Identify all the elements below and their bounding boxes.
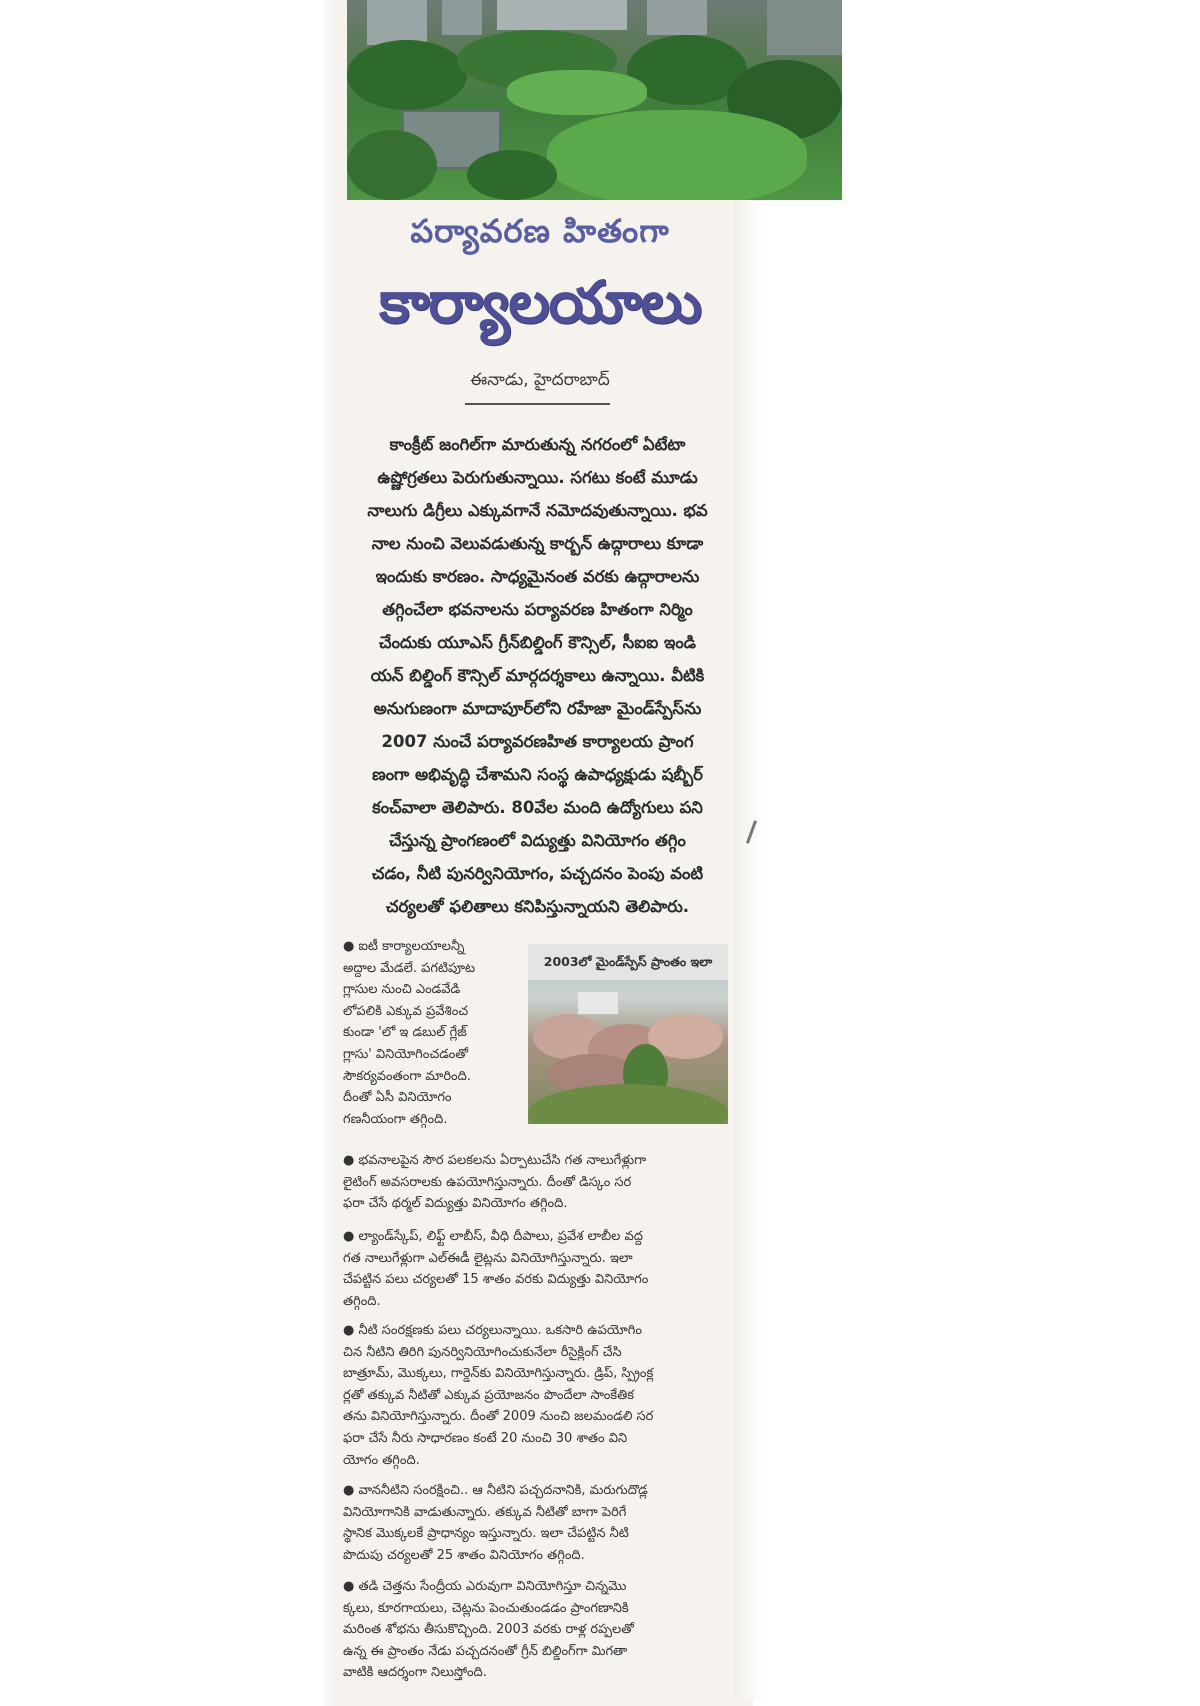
body-line: ● వాననీటిని సంరక్షించి.. ఆ నీటిని పచ్చదనానికి, మరుగుదొడ్ల — [343, 1480, 728, 1502]
body-line: క్కలు, కూరగాయలు, చెట్లను పెంచుతుండడం ప్రాంగణానికి — [343, 1600, 629, 1616]
body-line: వినియోగానికి వాడుతున్నారు. తక్కువ నీటితో బాగా పెరిగే — [343, 1504, 627, 1520]
lead-line: చేందుకు యూఎస్ గ్రీన్‌బిల్డింగ్ కౌన్సిల్, సీఐఐ ఇండి — [379, 633, 696, 652]
lead-line: నాలుగు డిగ్రీలు ఎక్కువగానే నమోదవుతున్నాయి. భవ — [367, 501, 708, 520]
body-line: వాటికి ఆదర్శంగా నిలుస్తోంది. — [343, 1665, 487, 1681]
body-line: ● నీటి సంరక్షణకు పలు చర్యలున్నాయి. ఒకసారి ఉపయోగిం — [343, 1320, 728, 1342]
inset-photo-2003 — [528, 944, 728, 1124]
bullet-paragraph-rainwater — [343, 1480, 728, 1566]
body-line: ఫరా చేసే థర్మల్ విద్యుత్తు వినియోగం తగ్గింది. — [343, 1196, 568, 1212]
body-line: తను వినియోగిస్తున్నారు. దీంతో 2009 నుంచి జలమండలి సర — [343, 1409, 654, 1425]
lead-line: అనుగుణంగా మాదాపూర్‌లోని రహేజా మైండ్‌స్పేస్‌ను — [373, 699, 702, 718]
lead-line: చేస్తున్న ప్రాంగణంలో విద్యుత్తు వినియోగం తగ్గిం — [389, 831, 686, 850]
lead-line: కంచ్‌వాలా తెలిపారు. 80వేల మంది ఉద్యోగులు పని — [372, 798, 703, 817]
body-line: యోగం తగ్గింది. — [343, 1452, 420, 1468]
lead-line: కాంక్రీట్ జంగిల్‌గా మారుతున్న నగరంలో ఏటేటా — [389, 435, 686, 454]
lead-line: ఉష్ణోగ్రతలు పెరుగుతున్నాయి. సగటు కంటే మూడు — [377, 468, 698, 487]
lead-line: చర్యలతో ఫలితాలు కనిపిస్తున్నాయని తెలిపారు. — [385, 897, 690, 916]
body-line: దీంతో ఏసీ వినియోగం — [343, 1090, 452, 1106]
lead-line: చడం, నీటి పునర్వినియోగం, పచ్చదనం పెంపు వంటి — [371, 864, 704, 883]
lead-line: తగ్గించేలా భవనాలను పర్యావరణ హితంగా నిర్మిం — [382, 600, 693, 619]
inset-caption: 2003లో మైండ్‌స్పేస్ ప్రాంతం ఇలా — [528, 944, 728, 980]
lead-line: 2007 నుంచే పర్యావరణహిత కార్యాలయ ప్రాంగ — [381, 732, 694, 751]
body-line: మరింత శోభను తీసుకొచ్చింది. 2003 వరకు రాళ్ల రప్పలతో — [343, 1622, 634, 1638]
bullet-paragraph-led — [343, 1226, 728, 1312]
body-line: లైటింగ్ అవసరాలకు ఉపయోగిస్తున్నారు. దీంతో డిస్కం సర — [343, 1174, 632, 1190]
body-line: ఫరా చేసే నీరు సాధారణం కంటే 20 నుంచి 30 శాతం విని — [343, 1430, 628, 1446]
lead-line: యన్ బిల్డింగ్ కౌన్సిల్ మార్గదర్శకాలు ఉన్నాయి. వీటికి — [370, 666, 705, 685]
lead-line: నాల నుంచి వెలువడుతున్న కార్బన్ ఉద్గారాలు కూడా — [371, 534, 704, 553]
body-line: గణనీయంగా తగ్గింది. — [343, 1111, 448, 1127]
body-line: ● ల్యాండ్‌స్కేప్, లిఫ్ట్ లాబీస్, వీధి దీపాలు, ప్రవేశ లాబీల వద్ద — [343, 1226, 728, 1248]
body-line: చిన నీటిని తిరిగి పునర్వినియోగించుకునేలా రీసైక్లింగ్ చేసి — [343, 1344, 622, 1360]
lead-line: ఇందుకు కారణం. సాధ్యమైనంత వరకు ఉద్గారాలను — [375, 567, 700, 586]
clipping-edge-shade — [735, 200, 765, 1700]
lead-line: ణంగా అభివృద్ధి చేశామని సంస్థ ఉపాధ్యక్షుడు షబ్బీర్ — [372, 765, 703, 784]
article-lead-paragraph — [350, 428, 725, 923]
dateline-underline — [465, 403, 610, 405]
body-line: సౌకర్యవంతంగా మారింది. — [343, 1068, 471, 1084]
bullet-paragraph-solar — [343, 1150, 728, 1215]
bullet-paragraph-compost — [343, 1576, 728, 1684]
bullet-paragraph-glass — [343, 936, 513, 1130]
body-line: ● భవనాలపైన సౌర పలకలను ఏర్పాటుచేసి గత నాలుగేళ్లుగా — [343, 1150, 728, 1172]
body-line: బాత్రూమ్, మొక్కలు, గార్డెన్‌కు వినియోగిస్తున్నారు. డ్రిప్, స్ప్రింక్ల — [343, 1366, 654, 1382]
body-line: గ్లాసుల నుంచి ఎండవేడి — [343, 982, 461, 998]
body-line: ర్లతో తక్కువ నీటితో ఎక్కువ ప్రయోజనం పొందేలా సాంకేతిక — [343, 1387, 635, 1403]
article-subheadline: పర్యావరణ హితంగా — [410, 212, 670, 250]
body-line: ఉన్న ఈ ప్రాంతం నేడు పచ్చదనంతో గ్రీన్ బిల్డింగ్‌గా మిగతా — [343, 1643, 628, 1659]
body-line: కుండా 'లో ఇ డబుల్ గ్లేజ్ — [343, 1025, 467, 1041]
inset-building — [578, 992, 618, 1014]
body-line: ● ఐటీ కార్యాలయాలన్నీ — [343, 936, 513, 958]
body-line: పొదుపు చర్యలతో 25 శాతం వినియోగం తగ్గింది. — [343, 1547, 585, 1563]
body-line: తగ్గింది. — [343, 1293, 381, 1309]
body-line: గత నాలుగేళ్లుగా ఎల్ఈడీ లైట్లను వినియోగిస్తున్నారు. ఇలా — [343, 1250, 633, 1266]
campus-aerial-photo — [347, 0, 842, 200]
body-line: గ్లాసు' వినియోగించడంతో — [343, 1046, 468, 1062]
article-headline: కార్యాలయాలు — [379, 268, 701, 336]
body-line: అద్దాల మేడలే. పగటిపూట — [343, 960, 476, 976]
body-line: లోపలికి ఎక్కువ ప్రవేశించ — [343, 1003, 469, 1019]
article-dateline: ఈనాడు, హైదరాబాద్ — [470, 370, 610, 390]
bullet-paragraph-water — [343, 1320, 728, 1471]
body-line: స్థానిక మొక్కలకే ప్రాధాన్యం ఇస్తున్నారు. ఇలా చేపట్టిన నీటి — [343, 1526, 629, 1542]
body-line: చేపట్టిన పలు చర్యలతో 15 శాతం వరకు విద్యుత్తు వినియోగం — [343, 1272, 649, 1288]
body-line: ● తడి చెత్తను సేంద్రీయ ఎరువుగా వినియోగిస్తూ చిన్నమొ — [343, 1576, 728, 1598]
